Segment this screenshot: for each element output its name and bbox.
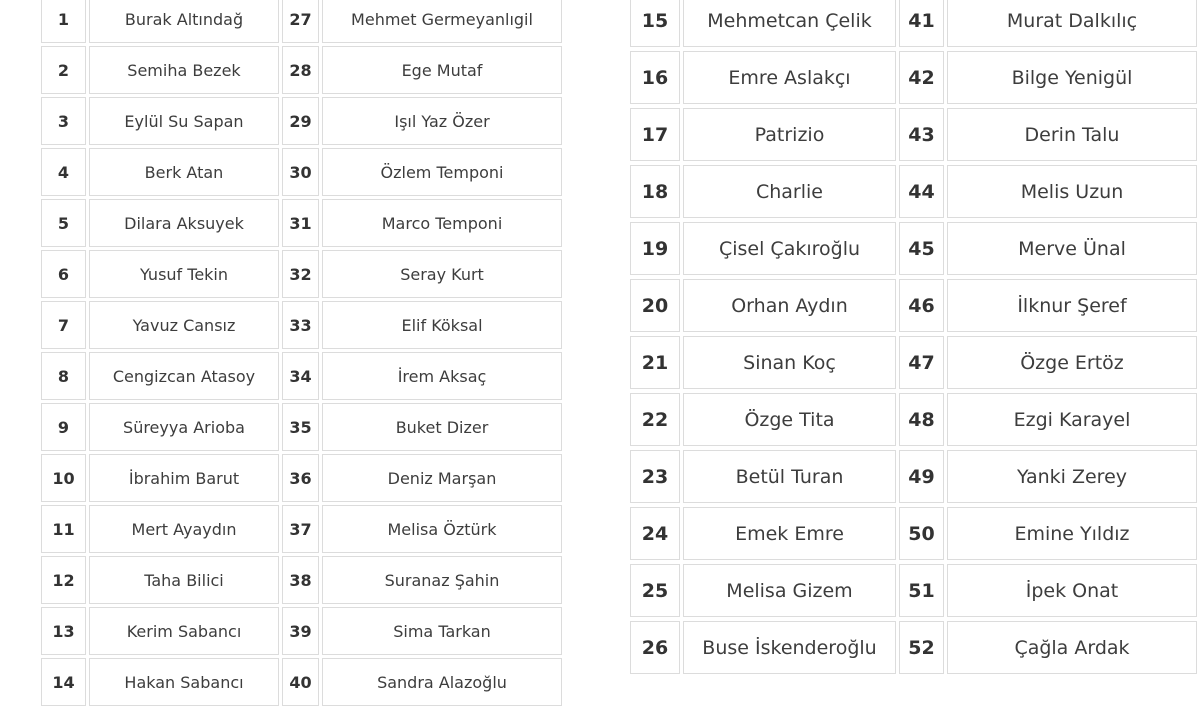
table-row <box>630 51 1197 104</box>
participant-name: Murat Dalkılıç <box>947 0 1197 47</box>
participant-name: Yavuz Cansız <box>89 301 279 349</box>
participant-name: Ege Mutaf <box>322 46 562 94</box>
participant-number: 17 <box>630 108 680 161</box>
participant-number: 18 <box>630 165 680 218</box>
participant-number: 52 <box>899 621 944 674</box>
participant-name: Özge Ertöz <box>947 336 1197 389</box>
table-row <box>41 0 562 43</box>
participant-number: 5 <box>41 199 86 247</box>
participant-number: 16 <box>630 51 680 104</box>
participant-name: Sandra Alazoğlu <box>322 658 562 706</box>
participant-name: Cengizcan Atasoy <box>89 352 279 400</box>
participant-number: 31 <box>282 199 319 247</box>
table-row <box>41 505 562 553</box>
participant-name: Merve Ünal <box>947 222 1197 275</box>
participant-name: Çisel Çakıroğlu <box>683 222 896 275</box>
participant-number: 32 <box>282 250 319 298</box>
participant-number: 14 <box>41 658 86 706</box>
participant-name: Dilara Aksuyek <box>89 199 279 247</box>
participant-number: 6 <box>41 250 86 298</box>
table-row <box>41 556 562 604</box>
participant-number: 39 <box>282 607 319 655</box>
participant-number: 27 <box>282 0 319 43</box>
participant-name: Deniz Marşan <box>322 454 562 502</box>
participant-name: İpek Onat <box>947 564 1197 617</box>
table-row <box>41 199 562 247</box>
participant-number: 22 <box>630 393 680 446</box>
participant-name: Mert Ayaydın <box>89 505 279 553</box>
table-row <box>630 222 1197 275</box>
table-row <box>630 336 1197 389</box>
participant-name: Özlem Temponi <box>322 148 562 196</box>
table-row <box>630 393 1197 446</box>
participant-name: İbrahim Barut <box>89 454 279 502</box>
participant-name: Işıl Yaz Özer <box>322 97 562 145</box>
participant-table-left <box>38 0 565 709</box>
participant-number: 23 <box>630 450 680 503</box>
table-row <box>41 97 562 145</box>
participant-name: Yanki Zerey <box>947 450 1197 503</box>
participant-name: Melisa Öztürk <box>322 505 562 553</box>
participant-number: 29 <box>282 97 319 145</box>
participant-table-left-body <box>41 0 562 706</box>
participant-number: 34 <box>282 352 319 400</box>
participant-name: İrem Aksaç <box>322 352 562 400</box>
participant-number: 36 <box>282 454 319 502</box>
table-row <box>630 108 1197 161</box>
participant-number: 43 <box>899 108 944 161</box>
participant-name: Charlie <box>683 165 896 218</box>
participant-name: Süreyya Arioba <box>89 403 279 451</box>
table-row <box>41 403 562 451</box>
table-row <box>630 621 1197 674</box>
participant-table-right <box>627 0 1200 678</box>
participant-name: Hakan Sabancı <box>89 658 279 706</box>
participant-name: Taha Bilici <box>89 556 279 604</box>
table-row <box>630 0 1197 47</box>
participant-name: Derin Talu <box>947 108 1197 161</box>
table-row <box>41 607 562 655</box>
participant-number: 13 <box>41 607 86 655</box>
table-row <box>630 507 1197 560</box>
participant-name: Elif Köksal <box>322 301 562 349</box>
participant-name: Yusuf Tekin <box>89 250 279 298</box>
participant-number: 19 <box>630 222 680 275</box>
table-row <box>41 46 562 94</box>
participant-name: Bilge Yenigül <box>947 51 1197 104</box>
participant-name: Emine Yıldız <box>947 507 1197 560</box>
participant-number: 7 <box>41 301 86 349</box>
participant-name: Emek Emre <box>683 507 896 560</box>
participant-number: 51 <box>899 564 944 617</box>
participant-number: 11 <box>41 505 86 553</box>
participant-number: 1 <box>41 0 86 43</box>
participant-name: Mehmet Germeyanlıgil <box>322 0 562 43</box>
participant-name: Suranaz Şahin <box>322 556 562 604</box>
participant-number: 47 <box>899 336 944 389</box>
participant-name: Çağla Ardak <box>947 621 1197 674</box>
participant-name: Ezgi Karayel <box>947 393 1197 446</box>
participant-name: Burak Altındağ <box>89 0 279 43</box>
participant-number: 4 <box>41 148 86 196</box>
table-row <box>41 301 562 349</box>
participant-number: 46 <box>899 279 944 332</box>
participant-number: 42 <box>899 51 944 104</box>
participant-number: 38 <box>282 556 319 604</box>
participant-number: 10 <box>41 454 86 502</box>
participant-name: Sinan Koç <box>683 336 896 389</box>
participant-name: Melis Uzun <box>947 165 1197 218</box>
participant-number: 48 <box>899 393 944 446</box>
participant-number: 41 <box>899 0 944 47</box>
table-row <box>630 564 1197 617</box>
table-row <box>41 352 562 400</box>
participant-number: 24 <box>630 507 680 560</box>
participant-number: 28 <box>282 46 319 94</box>
table-row <box>41 250 562 298</box>
participant-number: 21 <box>630 336 680 389</box>
participant-name: Buket Dizer <box>322 403 562 451</box>
table-row <box>41 148 562 196</box>
participant-number: 9 <box>41 403 86 451</box>
participant-name: Seray Kurt <box>322 250 562 298</box>
table-row <box>630 165 1197 218</box>
participant-name: Özge Tita <box>683 393 896 446</box>
participant-name: Melisa Gizem <box>683 564 896 617</box>
participant-name: Mehmetcan Çelik <box>683 0 896 47</box>
participant-number: 25 <box>630 564 680 617</box>
participant-name: Berk Atan <box>89 148 279 196</box>
participant-number: 49 <box>899 450 944 503</box>
participant-name: Kerim Sabancı <box>89 607 279 655</box>
participant-number: 40 <box>282 658 319 706</box>
participant-number: 33 <box>282 301 319 349</box>
participant-number: 45 <box>899 222 944 275</box>
participant-number: 44 <box>899 165 944 218</box>
participant-name: Betül Turan <box>683 450 896 503</box>
participant-name: Semiha Bezek <box>89 46 279 94</box>
participant-name: Buse İskenderoğlu <box>683 621 896 674</box>
participant-number: 20 <box>630 279 680 332</box>
participant-number: 12 <box>41 556 86 604</box>
participant-number: 37 <box>282 505 319 553</box>
participant-number: 2 <box>41 46 86 94</box>
participant-name: Marco Temponi <box>322 199 562 247</box>
participant-name: Emre Aslakçı <box>683 51 896 104</box>
participant-number: 35 <box>282 403 319 451</box>
participant-number: 26 <box>630 621 680 674</box>
participant-number: 8 <box>41 352 86 400</box>
participant-name: Orhan Aydın <box>683 279 896 332</box>
participant-name: Patrizio <box>683 108 896 161</box>
table-row <box>630 279 1197 332</box>
participant-name: Eylül Su Sapan <box>89 97 279 145</box>
participant-name: Sima Tarkan <box>322 607 562 655</box>
participant-number: 3 <box>41 97 86 145</box>
participant-table-right-body <box>630 0 1197 674</box>
participant-number: 30 <box>282 148 319 196</box>
participant-number: 15 <box>630 0 680 47</box>
table-row <box>41 658 562 706</box>
participant-name: İlknur Şeref <box>947 279 1197 332</box>
table-row <box>41 454 562 502</box>
table-row <box>630 450 1197 503</box>
participant-number: 50 <box>899 507 944 560</box>
